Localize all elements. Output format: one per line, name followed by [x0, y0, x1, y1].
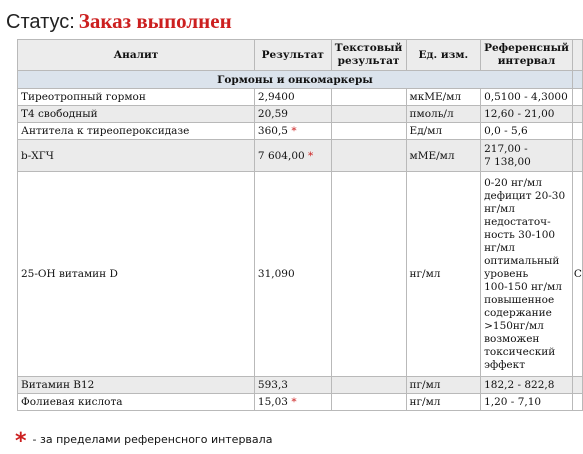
- cell-reference: 182,2 - 822,8: [481, 377, 573, 394]
- out-of-range-marker: *: [291, 125, 297, 137]
- cell-unit: нг/мл: [406, 394, 481, 411]
- table-row: [18, 394, 583, 411]
- table-row: [18, 106, 583, 123]
- out-of-range-marker: *: [291, 396, 297, 408]
- table-header-row: [18, 40, 583, 71]
- out-of-range-marker: *: [308, 149, 314, 162]
- cell-result: 20,59: [254, 106, 331, 123]
- cell-result: 7 604,00 *: [254, 140, 331, 172]
- cell-reference: 0-20 нг/мл дефицит 20-30 нг/мл недостаточ- ность 30-100 нг/мл оптимальный уровень 100-150 нг/мл повышенное содержание >150нг/мл возможен токсический эффект: [481, 172, 573, 377]
- cell-result: 31,090: [254, 172, 331, 377]
- table-row: [18, 123, 583, 140]
- status-label: Статус:: [6, 11, 75, 33]
- header-extra: [572, 40, 582, 71]
- footnote-text: - за пределами референсного интервала: [32, 433, 273, 446]
- cell-result: 360,5 *: [254, 123, 331, 140]
- footnote-star-icon: *: [15, 429, 27, 454]
- cell-unit: пмоль/л: [406, 106, 481, 123]
- header-analyte: Аналит: [18, 40, 255, 71]
- cell-analyte: Т4 свободный: [18, 106, 255, 123]
- header-text-result: Текстовый результат: [331, 40, 406, 71]
- cell-text-result: [331, 123, 406, 140]
- cell-text-result: [331, 377, 406, 394]
- cell-unit: мМЕ/мл: [406, 140, 481, 172]
- group-title: Гормоны и онкомаркеры: [18, 71, 573, 89]
- cell-text-result: [331, 394, 406, 411]
- cell-analyte: Витамин В12: [18, 377, 255, 394]
- cell-result: 2,9400: [254, 89, 331, 106]
- cell-analyte: 25-ОН витамин D: [18, 172, 255, 377]
- results-table-wrapper: [17, 39, 583, 411]
- table-row: [18, 377, 583, 394]
- cell-result: 593,3: [254, 377, 331, 394]
- header-reference: Референсный интервал: [481, 40, 573, 71]
- status-value: Заказ выполнен: [78, 9, 232, 33]
- group-row: [18, 71, 583, 89]
- cell-text-result: [331, 172, 406, 377]
- cell-unit: пг/мл: [406, 377, 481, 394]
- cell-unit: нг/мл: [406, 172, 481, 377]
- cell-analyte: b-ХГЧ: [18, 140, 255, 172]
- cell-reference: 1,20 - 7,10: [481, 394, 573, 411]
- cell-reference: 0,0 - 5,6: [481, 123, 573, 140]
- cell-analyte: Тиреотропный гормон: [18, 89, 255, 106]
- cell-analyte: Антитела к тиреопероксидазе: [18, 123, 255, 140]
- table-row: [18, 172, 583, 377]
- cell-reference: 0,5100 - 4,3000: [481, 89, 573, 106]
- order-status: [6, 9, 232, 34]
- header-result: Результат: [254, 40, 331, 71]
- cell-result: 15,03 *: [254, 394, 331, 411]
- table-row: [18, 140, 583, 172]
- cell-reference: 217,00 - 7 138,00: [481, 140, 573, 172]
- cell-analyte: Фолиевая кислота: [18, 394, 255, 411]
- footnote: [15, 424, 273, 454]
- cell-reference: 12,60 - 21,00: [481, 106, 573, 123]
- cell-extra: С: [572, 172, 582, 377]
- cell-text-result: [331, 89, 406, 106]
- table-row: [18, 89, 583, 106]
- cell-text-result: [331, 106, 406, 123]
- header-unit: Ед. изм.: [406, 40, 481, 71]
- cell-text-result: [331, 140, 406, 172]
- results-table: [17, 39, 583, 411]
- cell-unit: мкМЕ/мл: [406, 89, 481, 106]
- cell-unit: Ед/мл: [406, 123, 481, 140]
